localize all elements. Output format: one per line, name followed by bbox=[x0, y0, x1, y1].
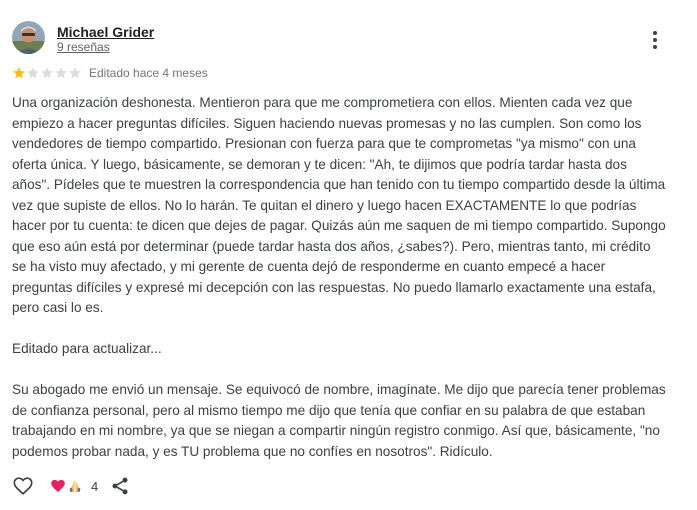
review-text bbox=[12, 93, 667, 462]
heart-outline-icon bbox=[12, 475, 34, 497]
reactions-count: 4 bbox=[91, 478, 99, 494]
star-rating bbox=[12, 66, 82, 80]
review-actions bbox=[12, 475, 130, 497]
more-vert-icon-dot bbox=[653, 31, 657, 35]
like-button[interactable] bbox=[12, 475, 34, 497]
star-empty-icon bbox=[54, 66, 68, 80]
more-vert-icon-dot bbox=[653, 38, 657, 42]
share-button[interactable] bbox=[110, 476, 130, 496]
author-name[interactable]: Michael Grider bbox=[57, 24, 155, 40]
avatar[interactable] bbox=[12, 21, 45, 54]
review-paragraph: Editado para actualizar... bbox=[12, 341, 162, 356]
star-empty-icon bbox=[40, 66, 54, 80]
review-paragraph: Una organización deshonesta. Mentieron para que me comprometiera con ellos. Mienten cada vez que empiezo a hacer preguntas difíciles. Siguen haciendo nuevas promesas y no las cumplen. Son como los vendedores de tiempo compartido. Presionan con fuerza para que te comprometas "ya mismo" con una oferta única. Y luego, básicamente, se demoran y te dicen: "Ah, te dijimos que podría tardar hasta dos años". Pídeles que te muestren la correspondencia que han tenido con tu tiempo compartido desde la última vez que supiste de ellos. No lo harán. Te quitan el dinero y luego hacen EXACTAMENTE lo que podrías hacer por tu cuenta: te dicen que dejes de pagar. Quizás aún me saquen de mi tiempo compartido. Supongo que eso aún está por determinar (puede tardar hasta dos años, ¿sabes?). Pero, mientras tanto, mi crédito se ha visto muy afectado, y mi gerente de cuenta dejó de responderme en cuanto empecé a hacer preguntas difíciles y expresé mi decepción con las respuestas. No puedo llamarlo exactamente una estafa, pero casi lo es. bbox=[12, 95, 666, 315]
review-paragraph: Su abogado me envió un mensaje. Se equivocó de nombre, imagínate. Me dijo que parecía tener problemas de confianza personal, pero al mismo tiempo me dijo que tenía que confiar en su palabra de que estaban trabajando en mi nombre, ya que se niegan a compartir ningún registro conmigo. Así que, básicamente, "no podemos probar nada, y es TU problema que no confíes en nosotros". Ridículo. bbox=[12, 382, 666, 459]
avatar-image bbox=[12, 21, 45, 54]
reactions-summary[interactable] bbox=[50, 478, 110, 494]
praying-hands-icon bbox=[67, 478, 83, 494]
heart-filled-icon bbox=[50, 478, 66, 494]
edited-timestamp: Editado hace 4 meses bbox=[89, 66, 208, 80]
more-options-button[interactable] bbox=[646, 30, 664, 50]
star-empty-icon bbox=[68, 66, 82, 80]
star-empty-icon bbox=[26, 66, 40, 80]
star-filled-icon bbox=[12, 66, 26, 80]
author-review-count[interactable]: 9 reseñas bbox=[57, 40, 110, 54]
more-vert-icon-dot bbox=[653, 45, 657, 49]
share-icon bbox=[110, 476, 130, 496]
